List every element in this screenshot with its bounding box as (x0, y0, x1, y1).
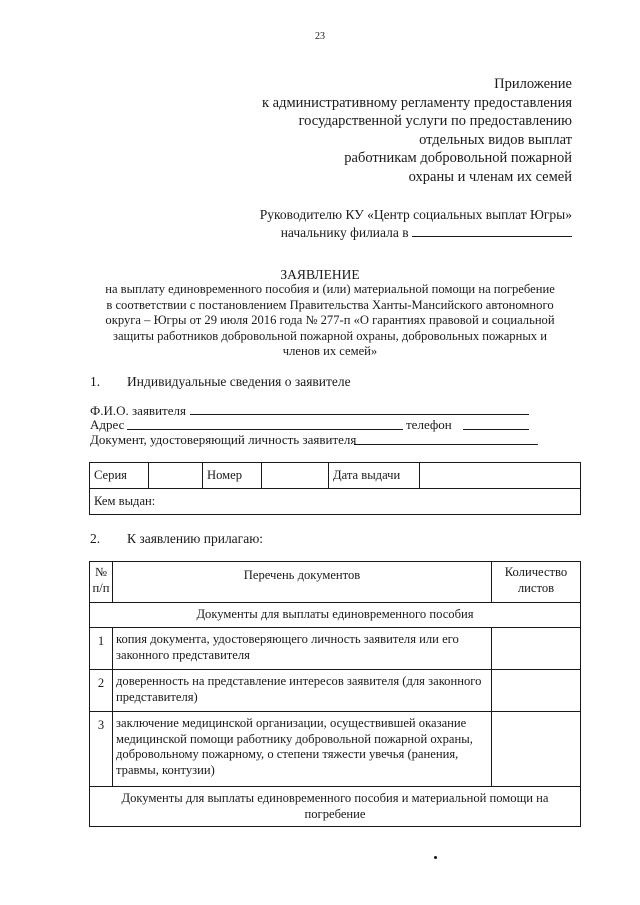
series-label-cell (90, 463, 149, 489)
page-number: 23 (315, 31, 325, 42)
issued-by-label: Кем выдан: (94, 494, 156, 508)
addressee-block (152, 206, 572, 242)
subtitle-line: в соответствии с постановлением Правительства Ханты-Мансийского автономного (106, 297, 554, 312)
address-label: Адрес (90, 417, 125, 432)
appendix-line: отдельных видов выплат (419, 131, 572, 148)
documents-table (89, 561, 581, 827)
addressee-line1: Руководителю КУ «Центр социальных выплат Югры» (259, 207, 572, 222)
group1-label: Документы для выплаты единовременного пособия (90, 603, 581, 628)
appendix-header (152, 75, 572, 187)
branch-label: начальнику филиала в (280, 225, 409, 240)
addressee-line2 (152, 224, 572, 242)
number-value-cell[interactable] (262, 463, 329, 489)
number-label: Номер (207, 468, 243, 482)
row-num: 2 (90, 670, 113, 712)
subtitle-line: на выплату единовременного пособия и (или) материальной помощи на погребение (105, 282, 555, 296)
subtitle-line: членов их семей» (282, 344, 378, 359)
appendix-line: охраны и членам их семей (408, 168, 572, 185)
document-field[interactable] (354, 444, 538, 445)
issue-date-value-cell[interactable] (420, 463, 581, 489)
table-row (90, 670, 581, 712)
section2-title: К заявлению прилагаю: (127, 531, 264, 546)
section1-title: Индивидуальные сведения о заявителе (127, 374, 351, 389)
section2-number: 2. (90, 531, 101, 546)
issue-date-label: Дата выдачи (333, 468, 401, 482)
table-header-row (90, 562, 581, 603)
row-num: 3 (90, 712, 113, 787)
group2-label: Документы для выплаты единовременного пособия и материальной помощи на погребение (90, 787, 581, 827)
id-document-table (89, 462, 581, 515)
branch-field[interactable] (412, 224, 572, 237)
fio-label: Ф.И.О. заявителя (90, 403, 186, 418)
address-field[interactable] (127, 429, 403, 430)
section1-number: 1. (90, 374, 101, 389)
scan-dot (434, 856, 437, 859)
appendix-line: работникам добровольной пожарной (344, 150, 572, 167)
fio-field[interactable] (190, 414, 529, 415)
document-label: Документ, удостоверяющий личность заявителя (90, 432, 357, 447)
header-num: № п/п (90, 562, 113, 603)
row-text: копия документа, удостоверяющего личность заявителя или его законного представителя (113, 628, 492, 670)
series-value-cell[interactable] (149, 463, 203, 489)
header-list: Перечень документов (113, 562, 492, 603)
issue-date-label-cell (329, 463, 420, 489)
row-text: заключение медицинской организации, осуществившей оказание медицинской помощи работнику добровольной пожарной охраны, добровольному пожарному, о степени тяжести увечья (ранения, травмы, контузии) (113, 712, 492, 787)
document-title: ЗАЯВЛЕНИЕ (280, 267, 360, 282)
group-row (90, 787, 581, 827)
row-text: доверенность на представление интересов заявителя (для законного представителя) (113, 670, 492, 712)
appendix-line: государственной услуги по предоставлению (298, 113, 572, 130)
subtitle-line: защиты работников добровольной пожарной охраны, добровольных пожарных и (112, 328, 547, 343)
group-row (90, 603, 581, 628)
series-label: Серия (94, 468, 127, 482)
row-num: 1 (90, 628, 113, 670)
appendix-line: Приложение (494, 76, 572, 92)
document-subtitle (90, 282, 570, 360)
header-qty: Количество листов (492, 562, 581, 603)
phone-label: телефон (406, 417, 452, 432)
appendix-line: к административному регламенту предоставления (261, 94, 572, 111)
issued-by-cell[interactable] (90, 489, 581, 515)
row-qty-cell[interactable] (492, 670, 581, 712)
table-row (90, 628, 581, 670)
row-qty-cell[interactable] (492, 628, 581, 670)
phone-field[interactable] (463, 429, 529, 430)
subtitle-line: округа – Югры от 29 июля 2016 года № 277-п «О гарантиях правовой и социальной (105, 313, 555, 328)
row-qty-cell[interactable] (492, 712, 581, 787)
number-label-cell (203, 463, 262, 489)
table-row (90, 712, 581, 787)
